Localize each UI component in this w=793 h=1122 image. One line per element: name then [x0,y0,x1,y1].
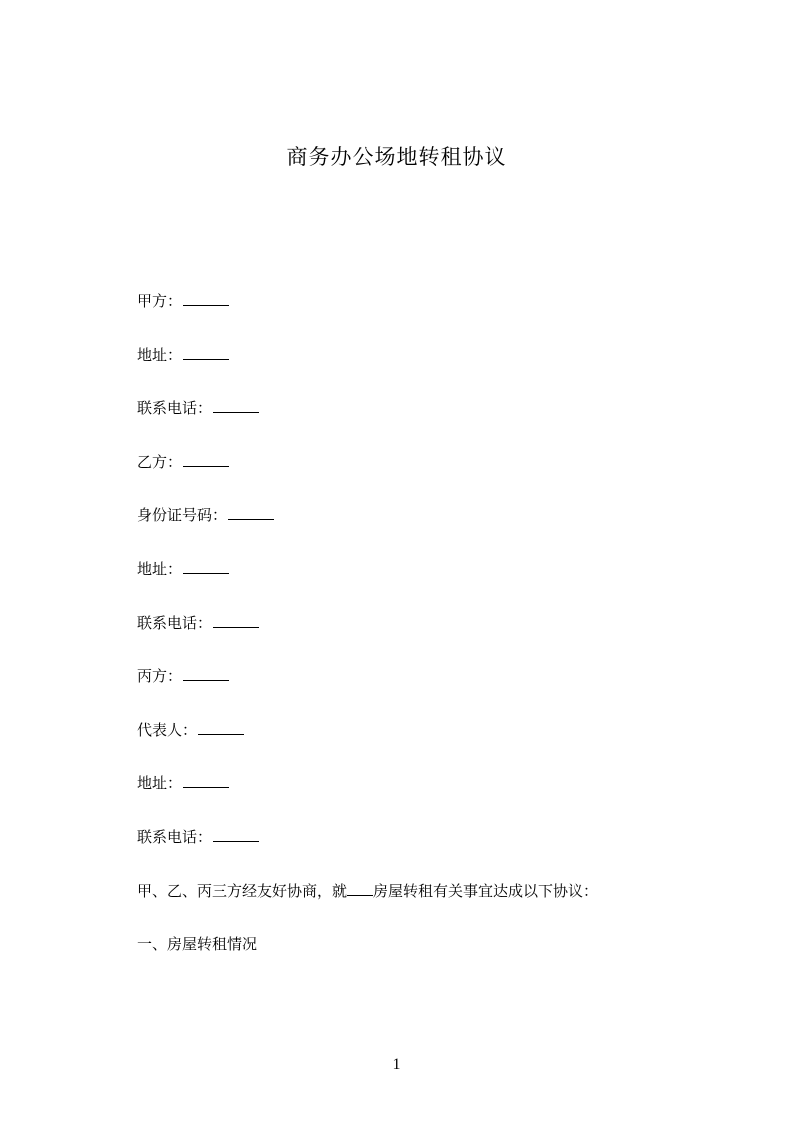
fill-blank [183,665,229,681]
fill-blank [183,344,229,360]
party-c-phone-field [137,826,598,880]
fill-blank [183,451,229,467]
field-label: 联系电话： [137,399,213,418]
fill-blank [228,504,274,520]
fill-blank [183,772,229,788]
party-b-phone-field [137,612,598,666]
party-a-field [137,290,598,344]
party-a-address-field [137,344,598,398]
section-heading: 一、房屋转租情况 [137,935,258,954]
page-number: 1 [392,1056,401,1073]
party-b-address-field [137,558,598,612]
party-b-id-field [137,504,598,558]
fill-blank [213,397,259,413]
document-title: 商务办公场地转租协议 [286,145,507,169]
field-label: 代表人： [137,720,198,739]
intro-text-end: 房屋转租有关事宜达成以下协议： [373,881,599,900]
field-label: 甲方： [137,292,183,310]
fill-blank [213,612,259,628]
intro-paragraph [137,880,598,934]
party-c-address-field [137,772,598,826]
field-label: 联系电话： [137,827,213,846]
field-label: 地址： [137,559,183,578]
field-label: 乙方： [137,452,183,471]
field-label: 地址： [137,774,183,793]
fill-blank [198,719,244,735]
field-label: 丙方： [137,667,183,686]
fill-blank [183,558,229,574]
intro-text-start: 甲、乙、丙三方经友好协商，就 [137,881,348,900]
party-c-representative-field [137,719,598,773]
field-label: 联系电话： [137,613,213,632]
field-label: 身份证号码： [137,506,228,525]
fill-blank [213,826,259,842]
party-c-field [137,665,598,719]
field-label: 地址： [137,345,183,364]
party-a-phone-field [137,397,598,451]
party-field-list [137,290,598,987]
fill-blank [347,880,373,896]
fill-blank [183,290,229,306]
party-b-field [137,451,598,505]
